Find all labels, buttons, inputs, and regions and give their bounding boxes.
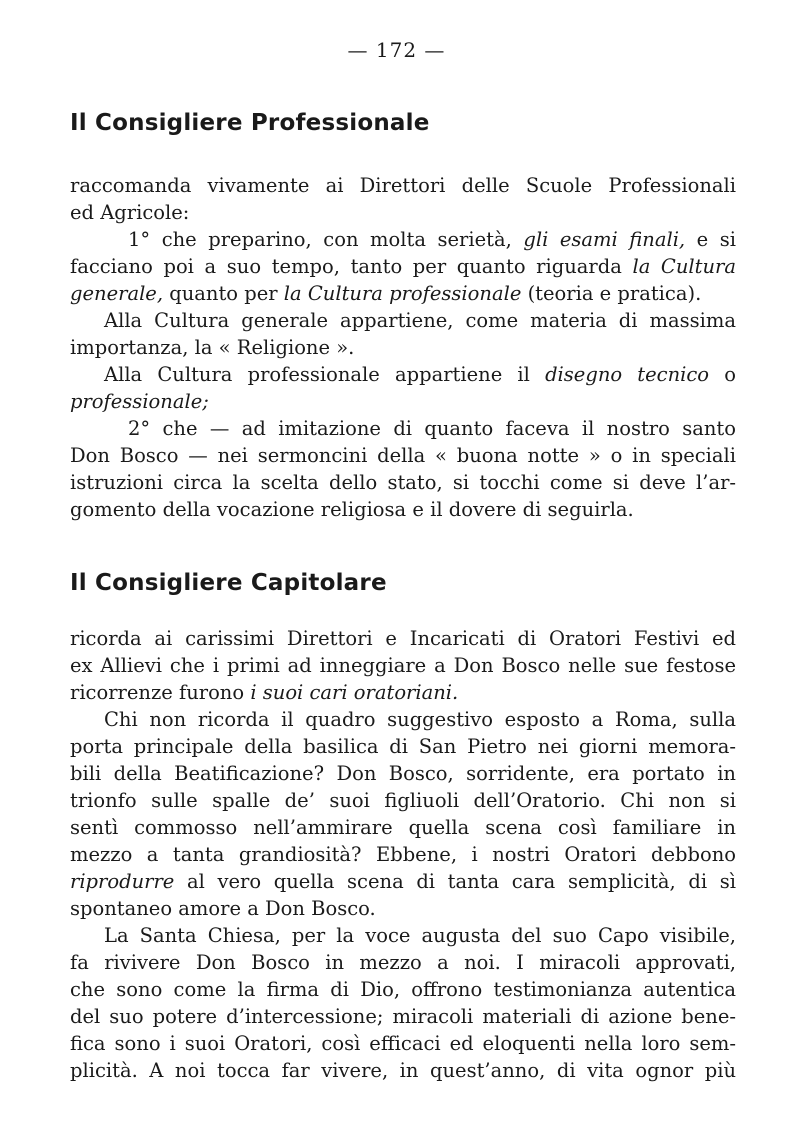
italic-phrase: generale, [70,282,164,305]
text-line: Chi non ricorda il quadro suggestivo esposto a Roma, sulla [104,708,736,731]
text-line: sentì commosso nell’ammirare quella scena così familiare in [70,816,736,839]
text-line: fa rivivere Don Bosco in mezzo a noi. I miracoli approvati, [70,951,736,974]
text-line: che sono come la firma di Dio, offrono testimonianza autentica [70,978,736,1001]
text-line: facciano poi a suo tempo, tanto per quanto riguarda la Cultura [70,255,736,278]
italic-phrase: gli esami finali, [523,228,686,251]
text-line: riprodurre al vero quella scena di tanta cara semplicità, di sì [70,870,736,893]
section-title-consigliere-capitolare: Il Consigliere Capitolare [70,570,387,596]
text-line: porta principale della basilica di San Pietro nei giorni memora- [70,735,736,758]
page-number: — 172 — [347,38,446,62]
text-line [70,388,736,415]
text-line: trionfo sulle spalle de’ suoi figliuoli dell’Oratorio. Chi non si [70,789,736,812]
text-line: spontaneo amore a Don Bosco. [70,897,376,920]
text-line: La Santa Chiesa, per la voce augusta del suo Capo visibile, [104,924,736,947]
text-line: Alla Cultura generale appartiene, come materia di massima [104,309,736,332]
text-line: ed Agricole: [70,201,190,224]
text-line: ricorda ai carissimi Direttori e Incaricati di Oratori Festivi ed [70,627,736,650]
italic-phrase: disegno tecnico [545,363,710,386]
text-line: 2° che — ad imitazione di quanto faceva il nostro santo [128,417,736,440]
text-line: raccomanda vivamente ai Direttori delle Scuole Professionali [70,174,736,197]
text-line: fica sono i suoi Oratori, così efficaci ed eloquenti nella loro sem- [70,1032,736,1055]
text-line: importanza, la « Religione ». [70,336,355,359]
text-line: del suo potere d’intercessione; miracoli materiali di azione bene- [70,1005,736,1028]
text-line: ricorrenze furono i suoi cari oratoriani. [70,681,459,704]
italic-phrase: professionale; [70,390,209,413]
text-line: mezzo a tanta grandiosità? Ebbene, i nostri Oratori debbono [70,843,736,866]
italic-phrase: la Cultura [632,255,736,278]
text-line: Don Bosco — nei sermoncini della « buona notte » o in speciali [70,444,736,467]
italic-phrase: i suoi cari oratoriani. [250,681,459,704]
text-line: gomento della vocazione religiosa e il dovere di seguirla. [70,498,634,521]
text-line: plicità. A noi tocca far vivere, in quest’anno, di vita ognor più [70,1059,736,1082]
section-body-consigliere-capitolare [70,625,736,1084]
section-title-consigliere-professionale: Il Consigliere Professionale [70,110,430,136]
text-line: bili della Beatificazione? Don Bosco, sorridente, era portato in [70,762,736,785]
text-line: istruzioni circa la scelta dello stato, si tocchi come si deve l’ar- [70,471,736,494]
italic-phrase: la Cultura professionale [283,282,522,305]
text-line: ex Allievi che i primi ad inneggiare a Don Bosco nelle sue festose [70,654,736,677]
text-line: 1° che preparino, con molta serietà, gli esami finali, e si [128,228,736,251]
text-line: Alla Cultura professionale appartiene il disegno tecnico o [104,363,736,386]
italic-phrase: riprodurre [70,870,175,893]
section-body-consigliere-professionale [70,172,736,523]
text-line: generale, quanto per la Cultura professionale (teoria e pratica). [70,282,702,305]
